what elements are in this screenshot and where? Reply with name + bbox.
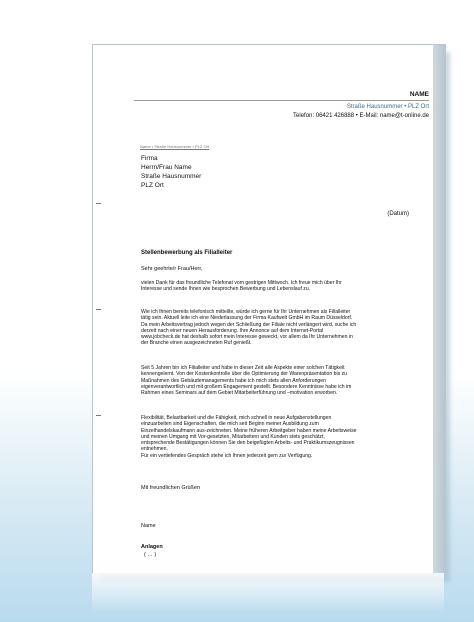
letterhead-name: NAME [409,91,429,98]
letter-document [92,44,446,574]
text-line: Rahmen eines Seminars auf dem Gebiet Mitarbeiterführung und –motivation erworben. [141,390,338,397]
text-line: tätig sein. Aktuell leite ich eine Niederlassung der Firma Kaufwelt GmbH im Raum Düsseldorf. [141,315,353,322]
signature-name: Name [141,523,156,529]
letterhead-address: Straße Hausnummer • PLZ Ort [346,104,429,110]
recipient-company: Firma [141,155,158,162]
recipient-person: Herrn/Frau Name [141,164,192,171]
text-line: vielen Dank für das freundliche Telefonat vom gestrigen Mittwoch. Ich freue mich über Ihr [141,280,342,286]
sender-return-line: Name • Straße Hausnummer • PLZ Ort [140,144,210,149]
fold-mark-bottom [96,415,101,416]
letter-subject: Stellenbewerbung als Filialleiter [141,250,233,256]
text-line: Da mein Arbeitsvertrag jedoch wegen der Schließung der Filiale nicht verlängert wird, suche ich [141,321,357,328]
text-line: www.jobcheck.de hat deshalb sofort mein Interesse geweckt, vor allem da Ihr Unternehmen in [141,334,353,341]
text-line: Seit 5 Jahren bin ich Filialleiter und habe in dieser Zeit alle Aspekte einer solchen Tätigkeit [141,365,345,371]
text-line: und meinen Umgang mit Vor-gesetzten, Mitarbeitern und Kunden stets geschätzt, [141,433,325,440]
text-line: entnehmen. [141,446,168,453]
text-line: entsprechende Bestätigungen können Sie den beigefügten Arbeits- und Praktikumszeugnissen [141,440,355,447]
recipient-city: PLZ Ort [141,182,164,189]
punch-mark [96,309,101,310]
text-line: der Branche einen ausgezeichneten Ruf genießt. [141,340,252,347]
letter-date: (Datum) [387,211,409,217]
text-line: Einzelhandelskaufmann aus-zeichneten. Meine früheren Arbeitgeber haben meine Arbeitsweise [141,427,357,434]
letterhead-contact: Telefon: 06421 426888 • E-Mail: name@t-online.de [293,113,429,119]
text-line: Flexibilität, Belastbarkeit und die Fähigkeit, mich schnell in neue Aufgabenstellungen [141,415,332,421]
paragraph-4 [141,415,399,459]
text-line: Für ein vertiefendes Gespräch stehe ich Ihnen jederzeit gern zur Verfügung. [141,452,313,459]
text-line: Maßnahmen des Gebäudemanagements habe ich mich stets allen Anforderungen [141,377,326,384]
recipient-street: Straße Hausnummer [141,173,202,180]
text-line: Wie ich Ihnen bereits telefonisch mitteilte, würde ich gerne für Ihr Unternehmen als Filialleiter [141,309,351,315]
closing: Mit freundlichen Grüßen [141,485,200,491]
paragraph-1 [141,280,399,293]
text-line: Interesse und sende Ihnen wie besprochen Bewerbung und Lebenslauf zu. [141,286,311,293]
salutation: Sehr geehrte/r Frau/Herr, [141,266,203,272]
letterhead-rule [134,100,429,101]
document-edge [433,45,445,573]
annex-label: Anlagen [141,544,163,550]
document-reflection [92,573,444,613]
text-line: eigenverantwortlich und mit großem Engagement gestellt. Besondere Kenntnisse habe ich im [141,383,352,390]
paragraph-3 [141,365,399,396]
text-line: kennengelernt. Von der Kostenkontrolle über die Optimierung der Warenpräsentation bis zu [141,371,347,378]
text-line: einzuarbeiten sind Eigenschaften, die mich seit Beginn meiner Ausbildung zum [141,421,319,428]
annex-items: ( … ) [144,552,157,558]
text-line: derzeit nach einer neuen Herausforderung. Ihre Annonce auf dem Internet-Portal [141,327,324,334]
fold-mark-top [96,203,101,204]
paragraph-2 [141,309,399,347]
